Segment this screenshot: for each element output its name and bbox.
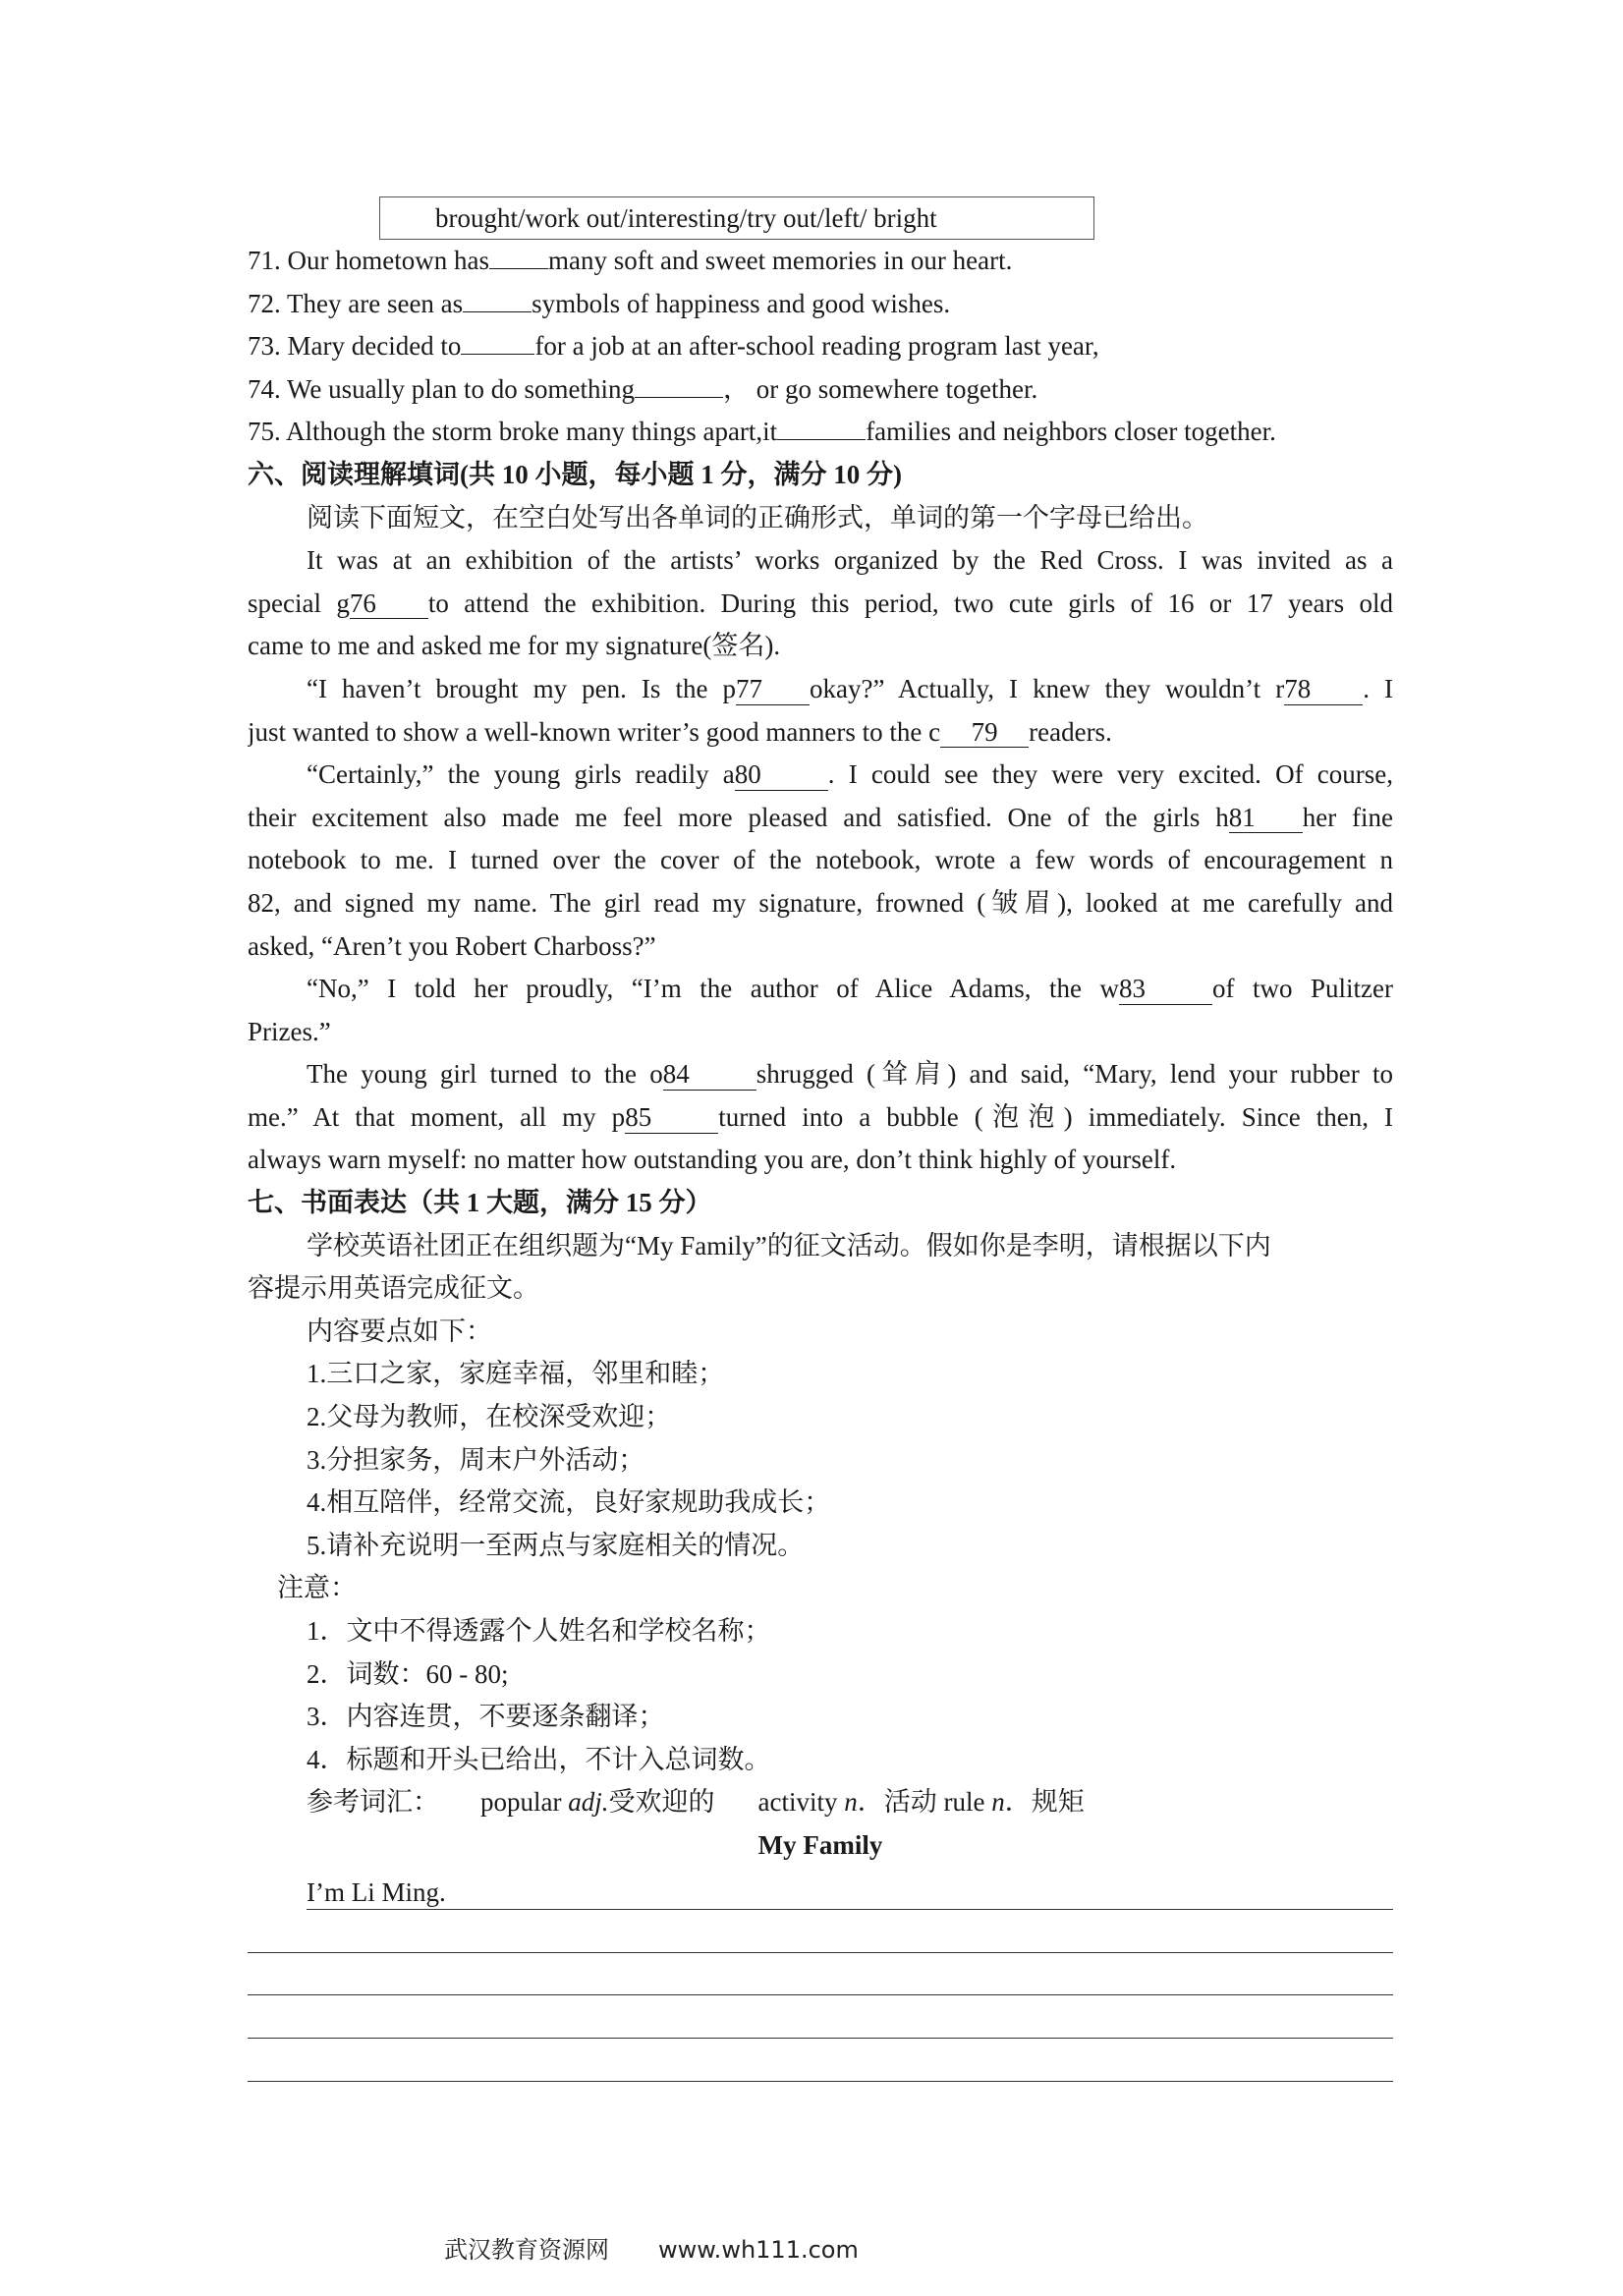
note-item: 2．词数：60 - 80; <box>307 1658 509 1689</box>
answer-blank-75[interactable] <box>777 439 866 440</box>
answer-blank-85[interactable]: 85 <box>625 1103 718 1134</box>
section7-intro: 容提示用英语完成征文。 <box>248 1273 539 1304</box>
reading-passage <box>248 539 1393 1182</box>
point-item: 5.请补充说明一至两点与家庭相关的情况。 <box>307 1530 805 1560</box>
section7-intro: 学校英语社团正在组织题为“My Family”的征文活动。假如你是李明，请根据以下内 <box>307 1230 1271 1260</box>
answer-blank-79[interactable]: 79 <box>940 718 1029 749</box>
section6-heading: 六、阅读理解填词(共 10 小题，每小题 1 分，满分 10 分) <box>248 459 902 489</box>
notes-title: 注意： <box>277 1573 357 1603</box>
footer-url[interactable]: www.wh111.com <box>658 2236 859 2264</box>
section6-instruction: 阅读下面短文，在空白处写出各单词的正确形式，单词的第一个字母已给出。 <box>307 502 1208 532</box>
passage-line: “No,” I told her proudly, “I’m the author of Alice Adams, the w83 of two Pulitzer <box>307 974 1393 1004</box>
passage-line: special g76 to attend the exhibition. During this period, two cute girls of 16 or 17 years old <box>248 588 1393 618</box>
essay-writing-line[interactable] <box>248 2039 1393 2082</box>
answer-blank-76[interactable]: 76 <box>350 589 428 620</box>
point-item: 1.三口之家，家庭幸福，邻里和睦； <box>307 1359 725 1389</box>
passage-line: 82, and signed my name. The girl read my signature, frowned (皱眉), looked at me carefully and <box>248 887 1393 918</box>
note-item: 4．标题和开头已给出，不计入总词数。 <box>307 1744 771 1774</box>
answer-blank-77[interactable]: 77 <box>736 675 810 705</box>
answer-blank-81[interactable]: 81 <box>1229 804 1303 834</box>
section7-heading: 七、书面表达（共 1 大题，满分 15 分） <box>248 1188 712 1218</box>
answer-blank-73[interactable] <box>461 354 534 355</box>
item-75: 75. Although the storm broke many things apart,it families and neighbors closer together. <box>248 417 1276 447</box>
vocabulary-line: 参考词汇： popular adj.受欢迎的 activity n．活动 rule n．规矩 <box>307 1787 1085 1818</box>
passage-line: notebook to me. I turned over the cover of the notebook, wrote a few words of encouragement n <box>248 845 1393 875</box>
answer-blank-71[interactable] <box>489 268 548 269</box>
passage-line: “Certainly,” the young girls readily a80 . I could see they were very excited. Of course, <box>307 759 1393 790</box>
essay-writing-line[interactable] <box>248 1910 1393 1953</box>
passage-line: The young girl turned to the o84 shrugged (耸肩) and said, “Mary, lend your rubber to <box>307 1059 1393 1090</box>
passage-line: “I haven’t brought my pen. Is the p77 okay?” Actually, I knew they wouldn’t r78 . I <box>307 673 1393 703</box>
passage-line: asked, “Aren’t you Robert Charboss?” <box>248 930 656 961</box>
page-footer <box>444 2230 859 2265</box>
passage-line: came to me and asked me for my signature(签名). <box>248 631 781 661</box>
note-item: 1．文中不得透露个人姓名和学校名称； <box>307 1616 771 1646</box>
point-item: 2.父母为教师，在校深受欢迎； <box>307 1402 672 1432</box>
answer-blank-83[interactable]: 83 <box>1119 975 1212 1005</box>
item-72: 72. They are seen as symbols of happiness and good wishes. <box>248 288 951 318</box>
point-item: 4.相互陪伴，经常交流，良好家规助我成长； <box>307 1487 831 1518</box>
passage-line: always warn myself: no matter how outstanding you are, don’t think highly of yourself. <box>248 1145 1177 1175</box>
passage-line: their excitement also made me feel more pleased and satisfied. One of the girls h81 her fine <box>248 802 1393 832</box>
word-bank-box: brought/work out/interesting/try out/left/ bright <box>379 196 1094 240</box>
footer-site-name: 武汉教育资源网 <box>444 2236 609 2264</box>
essay-writing-line[interactable] <box>248 1995 1393 2039</box>
note-item: 3．内容连贯，不要逐条翻译； <box>307 1702 665 1732</box>
essay-writing-line[interactable] <box>248 1953 1393 1996</box>
section5-items <box>248 240 1393 454</box>
essay-writing-line[interactable]: I’m Li Ming. <box>307 1868 1393 1911</box>
item-74: 74. We usually plan to do something ， or go somewhere together. <box>248 373 1038 404</box>
item-73: 73. Mary decided to for a job at an after-school reading program last year, <box>248 331 1099 362</box>
point-item: 3.分担家务，周末户外活动； <box>307 1444 645 1475</box>
answer-blank-72[interactable] <box>463 311 532 312</box>
points-title: 内容要点如下： <box>307 1316 492 1346</box>
answer-blank-80[interactable]: 80 <box>735 760 828 791</box>
passage-line: Prizes.” <box>248 1016 331 1046</box>
answer-blank-84[interactable]: 84 <box>663 1060 756 1091</box>
passage-line: just wanted to show a well-known writer’s good manners to the c 79 readers. <box>248 716 1112 747</box>
passage-line: It was at an exhibition of the artists’ works organized by the Red Cross. I was invited as a <box>307 545 1393 576</box>
passage-line: me.” At that moment, all my p85 turned into a bubble (泡泡) immediately. Since then, I <box>248 1101 1393 1132</box>
answer-blank-78[interactable]: 78 <box>1284 675 1363 705</box>
essay-title: My Family <box>757 1829 883 1860</box>
item-71: 71. Our hometown has many soft and sweet memories in our heart. <box>248 246 1013 275</box>
page-content <box>248 196 1393 2082</box>
answer-blank-74[interactable] <box>635 397 723 398</box>
